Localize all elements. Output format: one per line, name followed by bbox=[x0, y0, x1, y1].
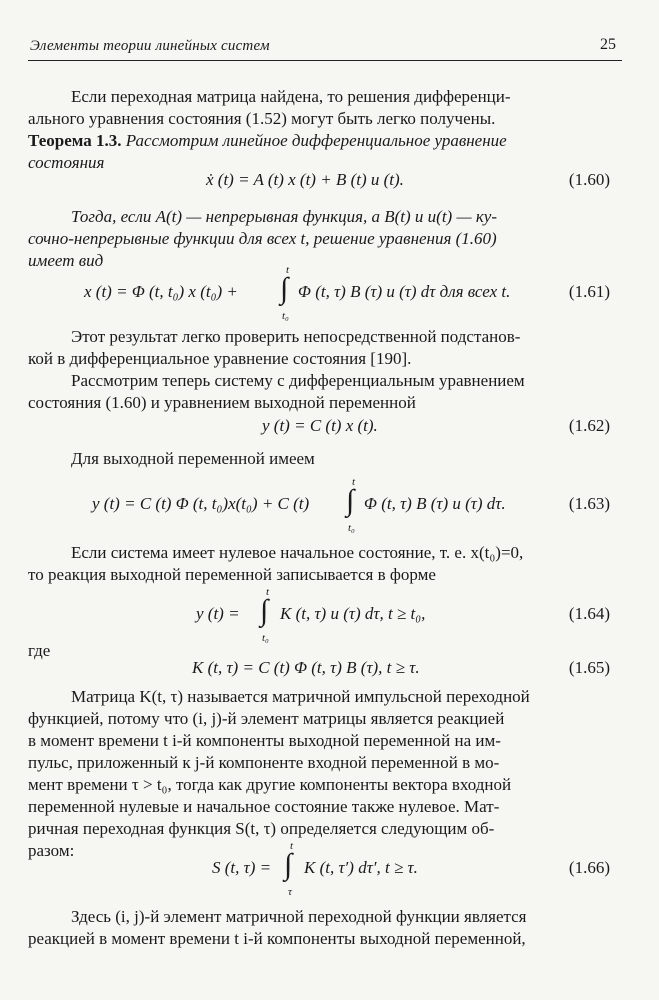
equation-1-64 bbox=[28, 586, 622, 644]
equation-formula: ẋ (t) = A (t) x (t) + B (t) u (t). bbox=[206, 170, 404, 189]
integral-upper-limit: t bbox=[266, 586, 270, 598]
text-line: где bbox=[28, 641, 51, 660]
text-line: в момент времени t i-й компоненты выходной переменной на им- bbox=[28, 731, 501, 750]
text-line: мент времени τ > t₀, тогда как другие компоненты вектора входной bbox=[28, 775, 512, 794]
paragraph-1 bbox=[28, 86, 622, 174]
paragraph-5 bbox=[28, 542, 622, 586]
equation-left: y (t) = C (t) Φ (t, t₀)x(t₀) + C (t) bbox=[92, 494, 310, 513]
text-line: разом: bbox=[28, 841, 75, 860]
integral-lower-limit: τ bbox=[288, 886, 292, 898]
text-line: Этот результат легко проверить непосредственной подстанов- bbox=[71, 327, 521, 346]
equation-integrand: K (t, τ) u (τ) dτ, t ≥ t₀, bbox=[280, 604, 426, 623]
equation-1-60 bbox=[28, 170, 622, 210]
equation-integrand: K (t, τ′) dτ′, t ≥ τ. bbox=[304, 858, 418, 877]
equation-number: (1.62) bbox=[568, 416, 610, 435]
text-line: переменной нулевые и начальное состояние также нулевое. Мат- bbox=[28, 797, 500, 816]
paragraph-6 bbox=[28, 686, 622, 862]
text-line: пульс, приложенный к j-й компоненте входной переменной в мо- bbox=[28, 753, 500, 772]
theorem-text: состояния bbox=[28, 153, 105, 172]
text-line: кой в дифференциальное уравнение состояния [190]. bbox=[28, 349, 412, 368]
paragraph-7 bbox=[28, 906, 622, 950]
paragraph-2 bbox=[28, 326, 622, 370]
theorem-text: Рассмотрим линейное дифференциальное уравнение bbox=[125, 131, 507, 150]
integral-sign: ∫ bbox=[280, 272, 289, 305]
equation-integrand: Φ (t, τ) B (τ) u (τ) dτ для всех t. bbox=[298, 282, 511, 301]
text-line: ального уравнения состояния (1.52) могут быть легко получены. bbox=[28, 109, 496, 128]
integral-upper-limit: t bbox=[290, 840, 294, 852]
text-line: сочно-непрерывные функции для всех t, решение уравнения (1.60) bbox=[28, 229, 497, 248]
page-number: 25 bbox=[600, 36, 616, 53]
text-line: Матрица K(t, τ) называется матричной импульсной переходной bbox=[71, 687, 530, 706]
integral-lower-limit: t₀ bbox=[262, 632, 269, 644]
text-line: ричная переходная функция S(t, τ) определяется следующим об- bbox=[28, 819, 495, 838]
text-line: Если переходная матрица найдена, то решения дифференци- bbox=[71, 87, 511, 106]
equation-integrand: Φ (t, τ) B (τ) u (τ) dτ. bbox=[364, 494, 506, 513]
paragraph-3 bbox=[28, 370, 622, 414]
page bbox=[28, 34, 622, 948]
equation-1-63 bbox=[28, 476, 622, 534]
equation-number: (1.66) bbox=[568, 858, 610, 877]
theorem-label: Теорема 1.3. bbox=[28, 131, 122, 150]
text-line: функцией, потому что (i, j)-й элемент матрицы является реакцией bbox=[28, 709, 505, 728]
paragraph-then bbox=[28, 206, 622, 272]
equation-number: (1.65) bbox=[568, 658, 610, 677]
text-line: Здесь (i, j)-й элемент матричной переходной функции является bbox=[71, 907, 527, 926]
text-line: реакцией в момент времени t i-й компоненты выходной переменной, bbox=[28, 929, 526, 948]
integral-lower-limit: t₀ bbox=[282, 310, 289, 322]
integral-sign: ∫ bbox=[260, 594, 269, 627]
integral-upper-limit: t bbox=[352, 476, 356, 488]
paragraph-4 bbox=[28, 448, 622, 470]
header-title: Элементы теории линейных систем bbox=[30, 38, 270, 54]
equation-number: (1.63) bbox=[568, 494, 610, 513]
integral-sign: ∫ bbox=[346, 484, 355, 517]
running-header bbox=[28, 34, 622, 61]
equation-number: (1.64) bbox=[568, 604, 610, 623]
equation-number: (1.61) bbox=[568, 282, 610, 301]
text-line: Для выходной переменной имеем bbox=[71, 449, 315, 468]
equation-formula: K (t, τ) = C (t) Φ (t, τ) B (τ), t ≥ τ. bbox=[192, 658, 420, 677]
integral-upper-limit: t bbox=[286, 264, 290, 276]
text-line: Если система имеет нулевое начальное состояние, т. е. x(t₀)=0, bbox=[71, 543, 524, 562]
equation-formula: y (t) = C (t) x (t). bbox=[262, 416, 378, 435]
integral-sign: ∫ bbox=[284, 848, 293, 881]
equation-left: x (t) = Φ (t, t₀) x (t₀) + bbox=[84, 282, 238, 301]
text-line: то реакция выходной переменной записывается в форме bbox=[28, 565, 436, 584]
equation-1-61 bbox=[28, 264, 622, 322]
text-line: Тогда, если A(t) — непрерывная функция, а B(t) и u(t) — ку- bbox=[71, 207, 497, 226]
equation-number: (1.60) bbox=[568, 170, 610, 189]
integral-lower-limit: t₀ bbox=[348, 522, 355, 534]
equation-left: y (t) = bbox=[196, 604, 240, 623]
text-line: Рассмотрим теперь систему с дифференциальным уравнением bbox=[71, 371, 525, 390]
text-line: состояния (1.60) и уравнением выходной переменной bbox=[28, 393, 416, 412]
equation-left: S (t, τ) = bbox=[212, 858, 272, 877]
text-line: имеет вид bbox=[28, 251, 104, 270]
